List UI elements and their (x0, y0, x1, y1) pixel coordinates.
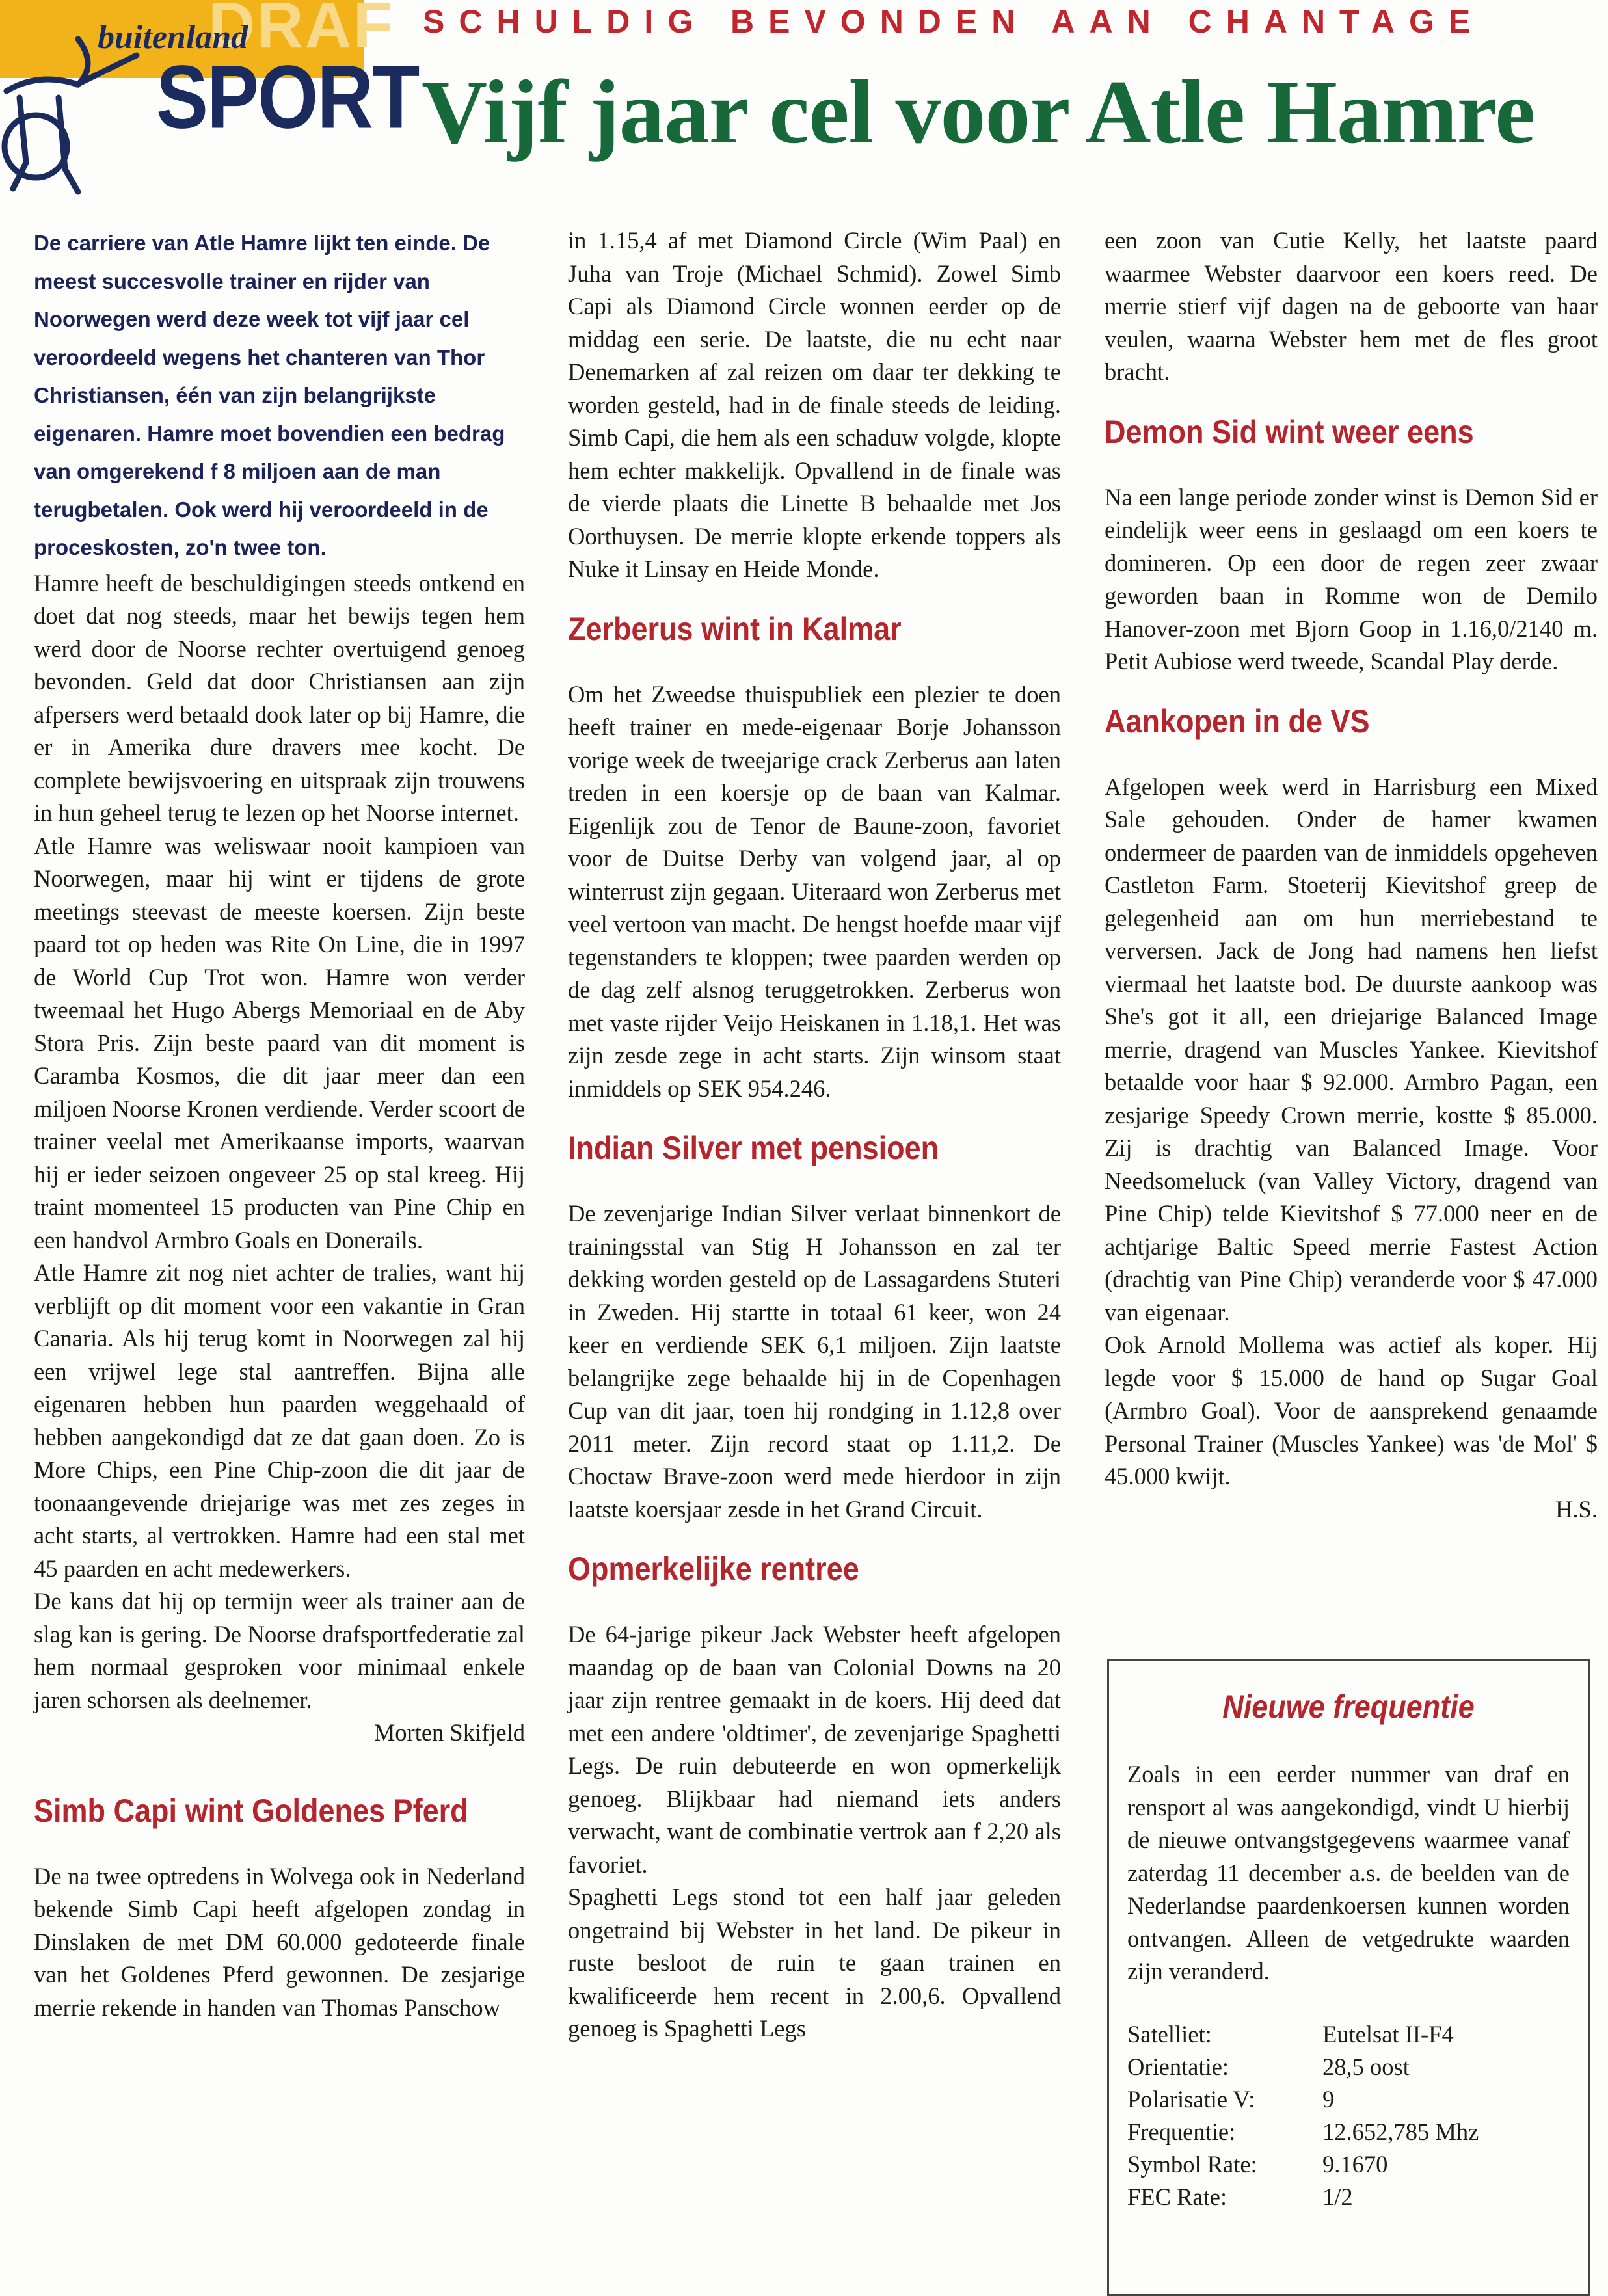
body-paragraph: in 1.15,4 af met Diamond Circle (Wim Paal) en Juha van Troje (Michael Schmid). Zowel Simb Capi als Diamond Circle wonnen eerder op de middag een serie. De laatste, die nu echt naar Denemarken af zal reizen om daar ter dekking te worden gesteld, had in de finale steeds de leiding. Simb Capi, die hem als een schaduw volgde, klopte hem echter makkelijk. Opvallend in de finale was de vierde plaats die Linette B behaalde met Jos Oorthuysen. De merrie klopte erkende toppers als Nuke it Linsay en Heide Monde. (568, 227, 1061, 582)
spec-table (1127, 2018, 1570, 2213)
headline: Vijf jaar cel voor Atle Hamre (422, 62, 1535, 163)
spec-value: 12.652,785 Mhz (1322, 2118, 1479, 2145)
body-paragraph: De kans dat hij op termijn weer als trainer aan de slag kan is gering. De Noorse drafsportfederatie zal hem normaal gesproken voor minimaal enkele jaren schorsen als deelnemer. (34, 1588, 525, 1713)
spec-value: 9.1670 (1322, 2150, 1388, 2178)
body-paragraph: Na een lange periode zonder winst is Demon Sid er eindelijk weer eens in geslaagd om een koers te domineren. Op een door de regen zeer zwaar geworden baan in Romme won de Demilo Hanover-zoon met Bjorn Goop in 1.16,0/2140 m. Petit Aubiose werd tweede, Scandal Play derde. (1105, 483, 1598, 674)
section-title-indian: Indian Silver met pensioen (568, 1130, 939, 1166)
section-title-simb: Simb Capi wint Goldenes Pferd (34, 1792, 468, 1829)
spec-label: Satelliet: (1127, 2020, 1212, 2048)
body-paragraph: Afgelopen week werd in Harrisburg een Mixed Sale gehouden. Onder de hamer kwamen ondermeer de paarden van de inmiddels opgeheven Castleton Farm. Stoeterij Kievitshof greep de gelegenheid aan om hun merriebestand te verversen. Jack de Jong had namens hen liefst viermaal het laatste bod. De duurste aankoop was She's got it all, een driejarige Balanced Image merrie, dragend van Muscles Yankee. Kievitshof betaalde voor haar $ 92.000. Armbro Pagan, een zesjarige Speedy Crown merrie, kostte $ 85.000. Zij is drachtig van Balanced Image. Voor Needsomeluck (van Valley Victory, dragend van Pine Chip) telde Kievitshof $ 77.000 neer en de achtjarige Baltic Speed merrie Fastest Action (drachtig van Pine Chip) veranderde voor $ 47.000 van eigenaar. (1105, 773, 1598, 1326)
section-title-rentree: Opmerkelijke rentree (568, 1551, 859, 1587)
draf-sport-logo (0, 0, 419, 195)
body-paragraph: Ook Arnold Mollema was actief als koper. Hij legde voor $ 15.000 de hand op Sugar Goal (Armbro Goal). Voor de aansprekend genaamde Personal Trainer (Muscles Yankee) was 'de Mol' $ 45.000 kwijt. (1105, 1331, 1598, 1489)
body-paragraph: Atle Hamre was weliswaar nooit kampioen van Noorwegen, maar hij wint er tijdens de grote meetings steevast de meeste koersen. Zijn beste paard tot op heden was Rite On Line, die in 1997 de World Cup Trot won. Hamre won verder tweemaal het Hugo Abergs Memoriaal en de Aby Stora Pris. Zijn beste paard van dit moment is Caramba Kosmos, die dit jaar meer dan een miljoen Noorse Kronen verdiende. Verder scoort de trainer veelal met Amerikaanse imports, waarvan hij er ieder seizoen ongeveer 25 op stal kreeg. Hij traint momenteel 15 producten van Pine Chip en een handvol Armbro Goals en Donerails. (34, 832, 525, 1253)
box-title: Nieuwe frequentie (1222, 1689, 1475, 1725)
logo-draf-text: DRAF (208, 0, 394, 62)
body-paragraph: Spaghetti Legs stond tot een half jaar geleden ongetraind bij Webster in het land. De pikeur in ruste besloot de ruin te gaan trainen en kwalificeerde hem recent in 2.00,6. Opvallend genoeg is Spaghetti Legs (568, 1884, 1061, 2042)
logo-sport-text: SPORT (156, 47, 419, 148)
frequency-notice-box (1107, 1659, 1590, 2296)
column-1 (34, 224, 525, 2024)
logo-buitenland-text: buitenland (98, 19, 248, 56)
body-paragraph: De na twee optredens in Wolvega ook in Nederland bekende Simb Capi heeft afgelopen zondag in Dinslaken de met DM 60.000 gedoteerde finale van het Goldenes Pferd gewonnen. De zesjarige merrie rekende in handen van Thomas Panschow (34, 1862, 525, 2021)
spec-label: Polarisatie V: (1127, 2085, 1255, 2113)
spec-value: 1/2 (1322, 2183, 1353, 2210)
column-3 (1105, 224, 1598, 1526)
body-paragraph: Om het Zweedse thuispubliek een plezier te doen heeft trainer en mede-eigenaar Borje Johansson vorige week de tweejarige crack Zerberus aan laten treden in een koersje op de baan van Kalmar. Eigenlijk zou de Tenor de Baune-zoon, favoriet voor de Duitse Derby van volgend jaar, al op winterrust zijn gegaan. Uiteraard won Zerberus met veel vertoon van macht. De hengst hoefde maar vijf tegenstanders te kloppen; twee paarden werden op de dag zelf alsnog teruggetrokken. Zerberus won met vaste rijder Veijo Heiskanen in 1.18,1. Het was zijn zesde zege in acht starts. Zijn winsom staat inmiddels op SEK 954.246. (568, 680, 1061, 1102)
section-title-demon: Demon Sid wint weer eens (1105, 413, 1474, 450)
spec-label: Orientatie: (1127, 2053, 1229, 2080)
box-text: Zoals in een eerder nummer van draf en rensport al was aangekondigd, vindt U hierbij de nieuwe ontvangstgegevens waarmee vanaf zaterdag 11 december a.s. de beelden van de Nederlandse paardenkoersen kunnen worden ontvangen. Alleen de vetgedrukte waarden zijn veranderd. (1127, 1761, 1570, 1984)
spec-value: 28,5 oost (1322, 2053, 1410, 2080)
spec-label: Symbol Rate: (1127, 2150, 1257, 2178)
body-paragraph: Hamre heeft de beschuldigingen steeds ontkend en doet dat nog steeds, maar het bewijs tegen hem werd door de Noorse rechter overtuigend genoeg bevonden. Geld dat door Christiansen aan zijn afpersers werd betaald dook later op bij Hamre, die er in Amerika dure dravers mee kocht. De complete bewijsvoering en uitspraak zijn trouwens in hun geheel terug te lezen op het Noorse internet. (34, 569, 525, 826)
kicker: SCHULDIG BEVONDEN AAN CHANTAGE (423, 3, 1485, 40)
body-paragraph: De zevenjarige Indian Silver verlaat binnenkort de trainingsstal van Stig H Johansson en zal ter dekking worden gesteld op de Lassagardens Stuteri in Zweden. Hij startte in totaal 61 keer, won 24 keer en verdiende SEK 6,1 miljoen. Zijn laatste belangrijke zege behaalde hij in de Copenhagen Cup van dit jaar, toen hij rondging in 1.12,8 over 2011 meter. Zijn record staat op 1.11,2. De Choctaw Brave-zoon werd mede hierdoor in zijn laatste koersjaar zesde in het Grand Circuit. (568, 1200, 1061, 1523)
body-paragraph: De 64-jarige pikeur Jack Webster heeft afgelopen maandag op de baan van Colonial Downs na 20 jaar zijn rentree gemaakt in de koers. Hij deed dat met een andere 'oldtimer', de zevenjarige Spaghetti Legs. De ruin debuteerde en won opmerkelijk genoeg. Blijkbaar had niemand iets anders verwacht, want de combinatie vertrok aan f 2,20 als favoriet. (568, 1621, 1061, 1878)
section-title-aankopen: Aankopen in de VS (1105, 702, 1370, 740)
section-title-zerberus: Zerberus wint in Kalmar (568, 610, 902, 647)
spec-label: Frequentie: (1127, 2118, 1236, 2145)
body-paragraph: een zoon van Cutie Kelly, het laatste paard waarmee Webster daarvoor een koers reed. De merrie stierf vijf dagen na de geboorte van haar veulen, waarna Webster hem met de fles groot bracht. (1105, 227, 1598, 385)
column-2 (568, 224, 1061, 2046)
author-signature: H.S. (1555, 1495, 1598, 1523)
spec-label: FEC Rate: (1127, 2183, 1227, 2210)
author-signature: Morten Skifjeld (373, 1719, 525, 1746)
body-paragraph: Atle Hamre zit nog niet achter de tralies, want hij verblijft op dit moment voor een vakantie in Gran Canaria. Als hij terug komt in Noorwegen zal hij een vrijwel lege stal aantreffen. Bijna alle eigenaren hebben hun paarden weggehaald of hebben aangekondigd dat ze dat gaan doen. Zo is More Chips, een Pine Chip-zoon die dit jaar de toonaangevende driejarige was met zes zeges in acht starts, al vertrokken. Hamre had een stal met 45 paarden en acht medewerkers. (34, 1259, 525, 1582)
spec-value: Eutelsat II-F4 (1322, 2020, 1454, 2048)
lead-paragraph: De carriere van Atle Hamre lijkt ten einde. De meest succesvolle trainer en rijder van Noorwegen werd deze week tot vijf jaar cel veroordeeld wegens het chanteren van Thor Christiansen, één van zijn belangrijkste eigenaren. Hamre moet bovendien een bedrag van omgerekend f 8 miljoen aan de man terugbetalen. Ook werd hij veroordeeld in de proceskosten, zo'n twee ton. (34, 231, 505, 559)
spec-value: 9 (1322, 2085, 1335, 2113)
